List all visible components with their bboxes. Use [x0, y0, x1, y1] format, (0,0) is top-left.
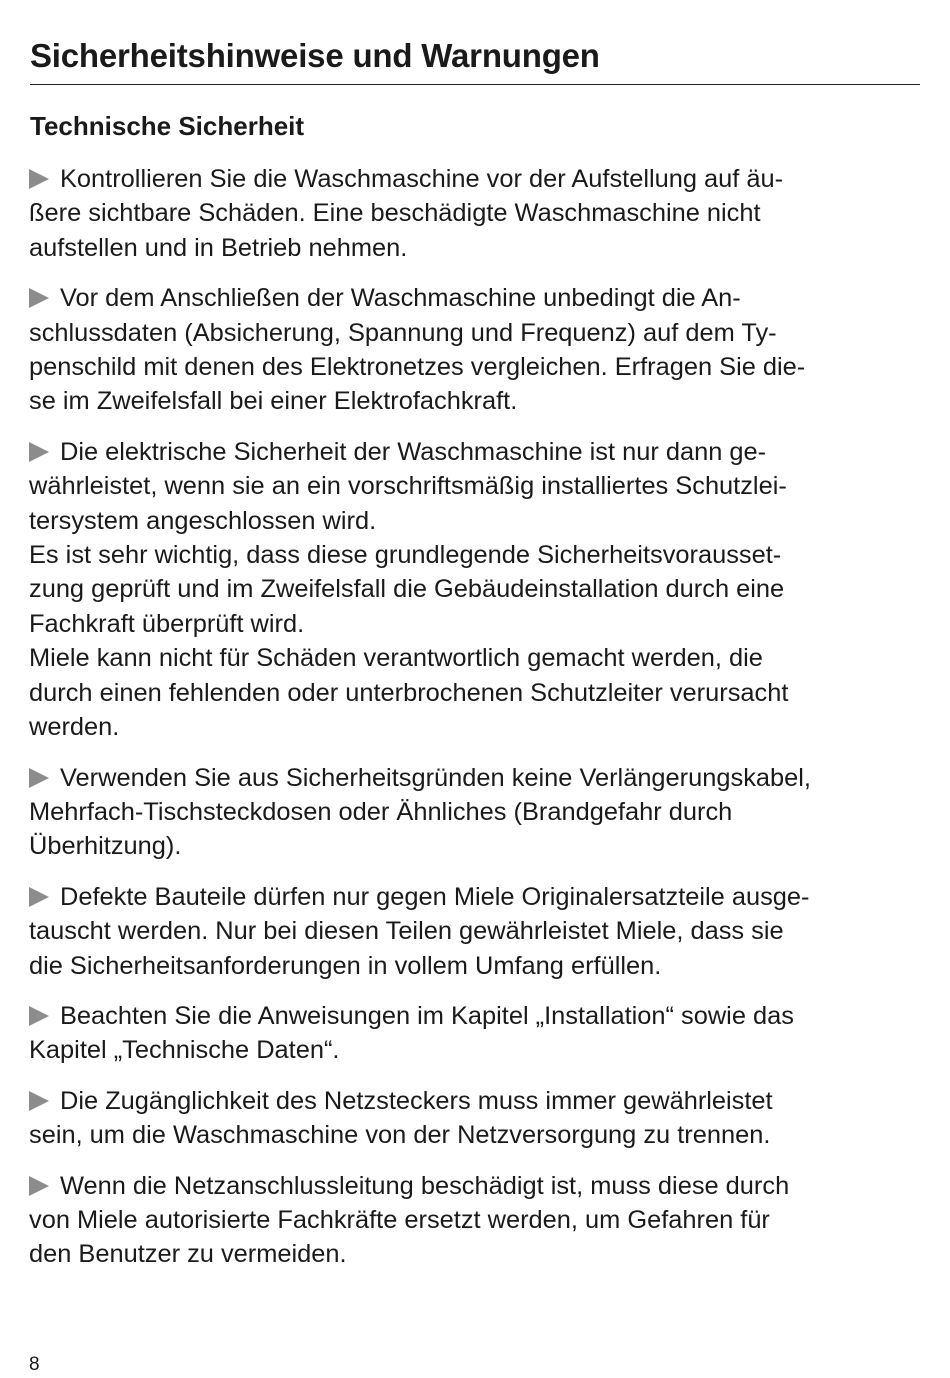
safety-note-text: Verwenden Sie aus Sicherheitsgründen keine Verlängerungskabel, — [60, 763, 811, 792]
safety-note-text: durch einen fehlenden oder unterbrochenen Schutzleiter verursacht — [29, 678, 789, 707]
safety-note-line — [29, 572, 919, 606]
triangle-right-icon — [29, 288, 49, 308]
safety-note-text: tersystem angeschlossen wird. — [29, 506, 377, 535]
safety-note-line — [29, 435, 919, 469]
safety-note-text: Überhitzung). — [29, 832, 182, 861]
safety-note — [29, 1084, 919, 1153]
safety-note — [29, 1169, 919, 1272]
safety-note-line — [29, 1033, 919, 1067]
safety-note-text: schlussdaten (Absicherung, Spannung und Frequenz) auf dem Ty- — [29, 318, 777, 347]
safety-notes — [29, 162, 919, 1288]
safety-note-line — [29, 469, 919, 503]
safety-note-line — [29, 1084, 919, 1118]
safety-note-line — [29, 914, 919, 948]
safety-note-text: Mehrfach-Tischsteckdosen oder Ähnliches (Brandgefahr durch — [29, 797, 733, 826]
page-number: 8 — [29, 1354, 40, 1375]
safety-note-line — [29, 676, 919, 710]
safety-note-text: Miele kann nicht für Schäden verantwortlich gemacht werden, die — [29, 644, 763, 673]
triangle-right-icon — [29, 1091, 49, 1111]
safety-note — [29, 435, 919, 745]
safety-note-text: penschild mit denen des Elektronetzes vergleichen. Erfragen Sie die- — [29, 353, 806, 382]
safety-note-line — [29, 281, 919, 315]
safety-note-text: Fachkraft überprüft wird. — [29, 609, 305, 638]
safety-note-line — [29, 538, 919, 572]
page-header — [30, 38, 920, 85]
safety-note-line — [29, 949, 919, 983]
safety-note — [29, 162, 919, 265]
safety-note-line — [29, 162, 919, 196]
safety-note-text: den Benutzer zu vermeiden. — [29, 1240, 347, 1269]
safety-note-line — [29, 710, 919, 744]
safety-note-text: Kontrollieren Sie die Waschmaschine vor der Aufstellung auf äu- — [60, 165, 784, 193]
safety-note — [29, 999, 919, 1068]
safety-note-text: währleistet, wenn sie an ein vorschriftsmäßig installiertes Schutzlei- — [29, 472, 787, 501]
triangle-right-icon — [29, 169, 49, 189]
safety-note-text: tauscht werden. Nur bei diesen Teilen gewährleistet Miele, dass sie — [29, 917, 784, 946]
safety-note-line — [29, 761, 919, 795]
triangle-right-icon — [29, 887, 49, 907]
page-title: Sicherheitshinweise und Warnungen — [30, 37, 600, 74]
safety-note-text: Die elektrische Sicherheit der Waschmaschine ist nur dann ge- — [60, 437, 767, 466]
triangle-right-icon — [29, 768, 49, 788]
safety-note-line — [29, 607, 919, 641]
safety-note-line — [29, 999, 919, 1033]
safety-note-line — [29, 1169, 919, 1203]
safety-note — [29, 880, 919, 983]
safety-note-text: ßere sichtbare Schäden. Eine beschädigte Waschmaschine nicht — [29, 199, 761, 228]
safety-note-line — [29, 316, 919, 350]
safety-note-text: Die Zugänglichkeit des Netzsteckers muss immer gewährleistet — [60, 1086, 773, 1115]
safety-note-line — [29, 829, 919, 863]
safety-note-text: sein, um die Waschmaschine von der Netzversorgung zu trennen. — [29, 1121, 771, 1150]
safety-note-line — [29, 641, 919, 675]
safety-note-text: die Sicherheitsanforderungen in vollem Umfang erfüllen. — [29, 951, 662, 980]
safety-note-text: von Miele autorisierte Fachkräfte ersetzt werden, um Gefahren für — [29, 1205, 770, 1234]
safety-note-line — [29, 1118, 919, 1152]
safety-note-text: aufstellen und in Betrieb nehmen. — [29, 233, 408, 262]
section-title: Technische Sicherheit — [30, 111, 305, 141]
safety-note-line — [29, 231, 919, 265]
header-divider — [30, 84, 920, 85]
safety-note-text: se im Zweifelsfall bei einer Elektrofachkraft. — [29, 387, 518, 416]
safety-note-text: werden. — [29, 713, 120, 742]
triangle-right-icon — [29, 1176, 49, 1196]
safety-note — [29, 281, 919, 419]
safety-note-line — [29, 384, 919, 418]
safety-note-line — [29, 1237, 919, 1271]
triangle-right-icon — [29, 1006, 49, 1026]
safety-note-text: Wenn die Netzanschlussleitung beschädigt ist, muss diese durch — [60, 1171, 790, 1200]
safety-note-line — [29, 1203, 919, 1237]
safety-note-line — [29, 504, 919, 538]
safety-note-line — [29, 350, 919, 384]
safety-note — [29, 761, 919, 864]
safety-note-line — [29, 196, 919, 230]
safety-note-line — [29, 795, 919, 829]
safety-note-text: Es ist sehr wichtig, dass diese grundlegende Sicherheitsvorausset- — [29, 541, 782, 570]
triangle-right-icon — [29, 442, 49, 462]
safety-note-text: Vor dem Anschließen der Waschmaschine unbedingt die An- — [60, 284, 741, 313]
safety-note-text: zung geprüft und im Zweifelsfall die Gebäudeinstallation durch eine — [29, 575, 785, 604]
safety-note-text: Beachten Sie die Anweisungen im Kapitel „Installation“ sowie das — [60, 1001, 794, 1030]
safety-note-text: Kapitel „Technische Daten“. — [29, 1036, 340, 1065]
safety-note-text: Defekte Bauteile dürfen nur gegen Miele Originalersatzteile ausge- — [60, 882, 810, 911]
safety-note-line — [29, 880, 919, 914]
